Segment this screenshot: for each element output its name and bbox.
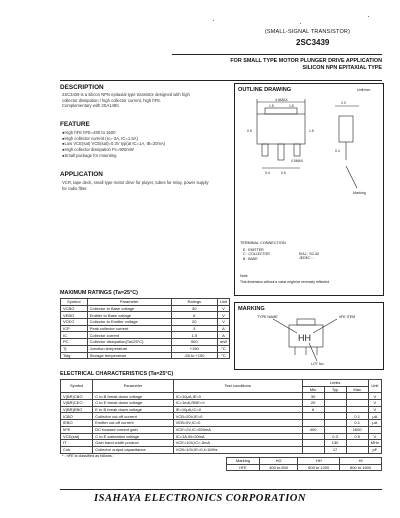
cell: V <box>217 312 229 319</box>
cell: V <box>368 433 381 440</box>
column-header: Symbol <box>61 299 88 306</box>
description-heading: DESCRIPTION <box>60 84 104 91</box>
cell: 0.3 <box>324 433 346 440</box>
cell <box>302 433 324 440</box>
category-label: (SMALL-SIGNAL TRANSISTOR) <box>264 29 351 35</box>
package-standard <box>299 252 319 261</box>
cell: hFE <box>61 426 93 433</box>
dim-label: 0.5 <box>281 171 286 175</box>
lead-e <box>294 144 300 156</box>
cell <box>302 413 324 420</box>
table-row <box>61 312 230 319</box>
description-line: collector dissipation / high collector current, high hFE. <box>62 97 162 103</box>
table-header-row <box>61 380 382 387</box>
company-name: ISAHAYA ELECTRONICS CORPORATION <box>94 493 306 504</box>
hfe-item-label: hFE ITEM <box>339 315 356 319</box>
cell: hFE <box>227 464 260 471</box>
unit-label: Unit:mm <box>357 88 371 92</box>
cell: 6 <box>171 312 217 319</box>
cell: 20 <box>302 400 324 407</box>
marking-heading: MARKING <box>238 306 265 312</box>
scan-speck <box>300 23 301 24</box>
cell <box>324 406 346 413</box>
cell: E to B break down voltage <box>93 406 174 413</box>
cell: 17 <box>324 446 346 453</box>
cell: VEBO <box>61 312 88 319</box>
package-body-side <box>339 116 353 142</box>
cell: DC forward current gain <box>93 426 174 433</box>
cell: VCE(sat) <box>61 433 93 440</box>
cell: 900 <box>171 339 217 346</box>
leader-line <box>313 319 337 333</box>
marking-leader <box>346 166 357 188</box>
outline-drawing-box <box>234 83 384 296</box>
elec-heading: ELECTRICAL CHARACTERISTICS (Ta=25°C) <box>60 371 174 377</box>
terminal-heading: TERMINAL CONNECTION <box>240 241 286 245</box>
table-row <box>61 339 230 346</box>
cell: μA <box>368 413 381 420</box>
cell: V <box>217 319 229 326</box>
cell: VCBO <box>61 305 88 312</box>
outline-heading: OUTLINE DRAWING <box>238 87 292 93</box>
cell: 600 to 1200 <box>298 464 340 471</box>
cell <box>302 440 324 447</box>
dim-label: 1.5 <box>309 129 314 133</box>
table-row <box>61 446 382 453</box>
cell: Peak collector current <box>87 325 171 332</box>
column-header: Test conditions <box>173 380 302 393</box>
cell: IC=1mA,RBE=∞ <box>173 400 302 407</box>
type-name-label: TYPE NAME <box>257 315 278 319</box>
cell: V <box>368 406 381 413</box>
cell: 0.1 <box>346 413 368 420</box>
column-subheader: Min <box>302 386 324 393</box>
cell: 20 <box>171 319 217 326</box>
dim-label: 2.0 <box>341 101 346 105</box>
table-row <box>61 433 382 440</box>
cell <box>324 393 346 400</box>
cell <box>368 426 381 433</box>
cell <box>302 446 324 453</box>
table-row <box>61 345 230 352</box>
cell: IC <box>61 332 88 339</box>
table-row <box>61 305 230 312</box>
cell: 400 <box>302 426 324 433</box>
cell: Marking <box>227 458 260 465</box>
column-header: Unit <box>217 299 229 306</box>
cell: +150 <box>171 345 217 352</box>
cell: °C <box>217 345 229 352</box>
cell: Collector cut-off current <box>93 413 174 420</box>
cell: A <box>217 325 229 332</box>
cell: V(BR)CEO <box>61 400 93 407</box>
cell: 400 to 800 <box>260 464 298 471</box>
cell: 0.1 <box>346 420 368 427</box>
table-row <box>61 440 382 447</box>
cell <box>346 406 368 413</box>
cell: ICP <box>61 325 88 332</box>
cell: Emitter to Base voltage <box>87 312 171 319</box>
column-header: Parameter <box>93 380 174 393</box>
cell: VCE=2V,IC=500mA <box>173 426 302 433</box>
cell: MHz <box>368 440 381 447</box>
cell: 130 <box>324 440 346 447</box>
column-header: Symbol <box>61 380 93 393</box>
title-divider <box>60 80 382 81</box>
cell: 30 <box>302 393 324 400</box>
feature-item: ●Small package for mounting <box>62 152 117 158</box>
cell: A <box>217 332 229 339</box>
dim-label: 0.4 <box>335 149 340 153</box>
cell <box>302 420 324 427</box>
cell: Storage temperature <box>87 352 171 359</box>
standard-item: JEDEC : - <box>299 256 315 261</box>
feature-heading: FEATURE <box>60 121 90 128</box>
lead-c <box>278 144 284 160</box>
cell: HH <box>298 458 340 465</box>
max-ratings-table <box>60 298 230 359</box>
hfe-class-table <box>226 457 382 471</box>
cell: PC <box>61 339 88 346</box>
cell: IE=10μA,IC=0 <box>173 406 302 413</box>
cell: V(BR)EBO <box>61 406 93 413</box>
scan-speck <box>368 16 369 17</box>
feature-item: ●High collector dissipation Pc=900mW <box>62 147 134 153</box>
cell: VEB=5V,IC=0 <box>173 420 302 427</box>
application-text <box>62 180 209 191</box>
leader-line <box>309 343 317 361</box>
cell: HI <box>340 458 382 465</box>
table-row <box>61 413 382 420</box>
cell: VCEO <box>61 319 88 326</box>
scan-speck <box>213 20 214 21</box>
cell: 30 <box>171 305 217 312</box>
cell: 1600 <box>346 426 368 433</box>
feature-item: ●Low VCE(sat) VCE(sat)=0.3V typ(at IC=1A, IB=20mA) <box>62 141 166 147</box>
cell <box>346 400 368 407</box>
table-row <box>61 426 382 433</box>
cell: 1.5 <box>171 332 217 339</box>
cell: 3 <box>171 325 217 332</box>
cell: VCE=10V,IC=-5mA <box>173 440 302 447</box>
cell <box>346 393 368 400</box>
marking-tab <box>297 319 315 325</box>
cell: Tj <box>61 345 88 352</box>
cell: IEBO <box>61 420 93 427</box>
part-number: 2SC3439 <box>296 38 330 47</box>
cell: VCB=10V,IE=0,f=1MHz <box>173 446 302 453</box>
dim-label: 0.5 <box>247 129 252 133</box>
cell: Collector output capacitance <box>93 446 174 453</box>
cell: Collector to Emitter voltage <box>87 319 171 326</box>
cell: Collector dissipation(Ta≤25°C) <box>87 339 171 346</box>
note-heading: Note <box>240 274 248 278</box>
marking-label: Marking <box>353 191 366 195</box>
dim-label: 4.6MAX <box>275 98 288 102</box>
package-drawing <box>235 96 383 206</box>
dim-label: 1.5 <box>269 104 274 108</box>
table-row <box>227 458 382 465</box>
table-header-row <box>61 299 230 306</box>
dim-label: 0.5MAX <box>291 159 304 163</box>
cell <box>324 400 346 407</box>
standard-item: EIAJ : SC-62 <box>299 252 320 256</box>
max-ratings-heading: MAXIMUM RATINGS (Ta=25°C) <box>60 290 138 296</box>
description-text <box>62 92 232 109</box>
column-header: Unit <box>368 380 381 393</box>
cell: C to E saturation voltage <box>93 433 174 440</box>
cell: V <box>217 305 229 312</box>
cell: 0.5 <box>346 433 368 440</box>
cell: VCB=20V,IE=0 <box>173 413 302 420</box>
cell: pF <box>368 446 381 453</box>
lot-label: LOT No. <box>311 362 325 366</box>
cell <box>346 446 368 453</box>
cell: V <box>368 393 381 400</box>
table-row <box>61 319 230 326</box>
marking-code: HH <box>298 333 311 343</box>
cell: V(BR)CBO <box>61 393 93 400</box>
cell: °C <box>217 352 229 359</box>
column-header: Limits <box>302 380 368 387</box>
cell: C to E break down voltage <box>93 400 174 407</box>
column-header: Parameter <box>87 299 171 306</box>
dim-label: 1.6 <box>289 104 294 108</box>
terminal-item: E : EMITTER <box>243 248 264 252</box>
description-line: Complementary with 2SA1490. <box>62 103 120 109</box>
leader-line <box>273 319 297 333</box>
application-line: for radio filter. <box>62 185 88 191</box>
application-title <box>170 58 382 71</box>
description-line: 2SC3439 is a silicon NPN epitaxial type transistor designed with high <box>62 92 190 97</box>
feature-item: ●High collector current (Ic=-3A, IC=1.5A) <box>62 135 138 141</box>
type-line: SILICON NPN EPITAXIAL TYPE <box>302 64 382 71</box>
cell: mW <box>217 339 229 346</box>
table-row <box>61 325 230 332</box>
cell: Collector to Base voltage <box>87 305 171 312</box>
cell: fT <box>61 440 93 447</box>
cell: IC=10μA,IE=0 <box>173 393 302 400</box>
cell: 6 <box>302 406 324 413</box>
cell: Collector current <box>87 332 171 339</box>
application-heading: APPLICATION <box>60 171 103 178</box>
terminal-item: C : COLLECTOR <box>243 252 270 257</box>
terminal-item: B : BASE <box>243 256 258 261</box>
table-row <box>61 400 382 407</box>
cell: Emitter cut-off current <box>93 420 174 427</box>
marking-box <box>234 302 384 370</box>
hfe-class-note: * : hFE is classified as follows. <box>62 454 113 458</box>
elec-char-table <box>60 379 382 454</box>
cell: 800 to 1600 <box>340 464 382 471</box>
cell: μA <box>368 420 381 427</box>
dim-label: 0.4 <box>265 171 270 175</box>
footer-divider <box>60 489 382 490</box>
table-row <box>61 332 230 339</box>
marking-drawing <box>235 313 383 367</box>
feature-item: ●High hFE hFE=400 to 1600 <box>62 130 116 135</box>
column-subheader: Typ <box>324 386 346 393</box>
cell: Cob <box>61 446 93 453</box>
cell <box>324 413 346 420</box>
cell: HG <box>260 458 298 465</box>
cell <box>324 426 346 433</box>
cell: Junction temperature <box>87 345 171 352</box>
cell: Gain band width product <box>93 440 174 447</box>
note-text: This dimension without a value might be reversely reflected. <box>240 280 330 284</box>
application-line: VCR, tape deck, small type motor drive for player, tubes for relay, power supply <box>62 180 209 185</box>
column-header: Ratings <box>171 299 217 306</box>
cell: IC=1A,IB=20mA <box>173 433 302 440</box>
table-row <box>61 352 230 359</box>
column-subheader: Max <box>346 386 368 393</box>
terminal-list <box>243 248 270 261</box>
package-body-top <box>257 114 305 144</box>
app-title-line: FOR SMALL TYPE MOTOR PLUNGER DRIVE APPLICATION <box>230 58 382 64</box>
cell <box>346 440 368 447</box>
cell: Tstg <box>61 352 88 359</box>
feature-list <box>62 130 165 159</box>
cell: C to B break down voltage <box>93 393 174 400</box>
cell: ICBO <box>61 413 93 420</box>
header-divider <box>172 54 382 55</box>
table-row <box>61 406 382 413</box>
cell <box>324 420 346 427</box>
lead-b <box>262 144 268 156</box>
table-row <box>61 393 382 400</box>
table-row <box>227 464 382 471</box>
cell: V <box>368 400 381 407</box>
table-row <box>61 420 382 427</box>
cell: -55 to +150 <box>171 352 217 359</box>
package-tab <box>265 108 297 114</box>
